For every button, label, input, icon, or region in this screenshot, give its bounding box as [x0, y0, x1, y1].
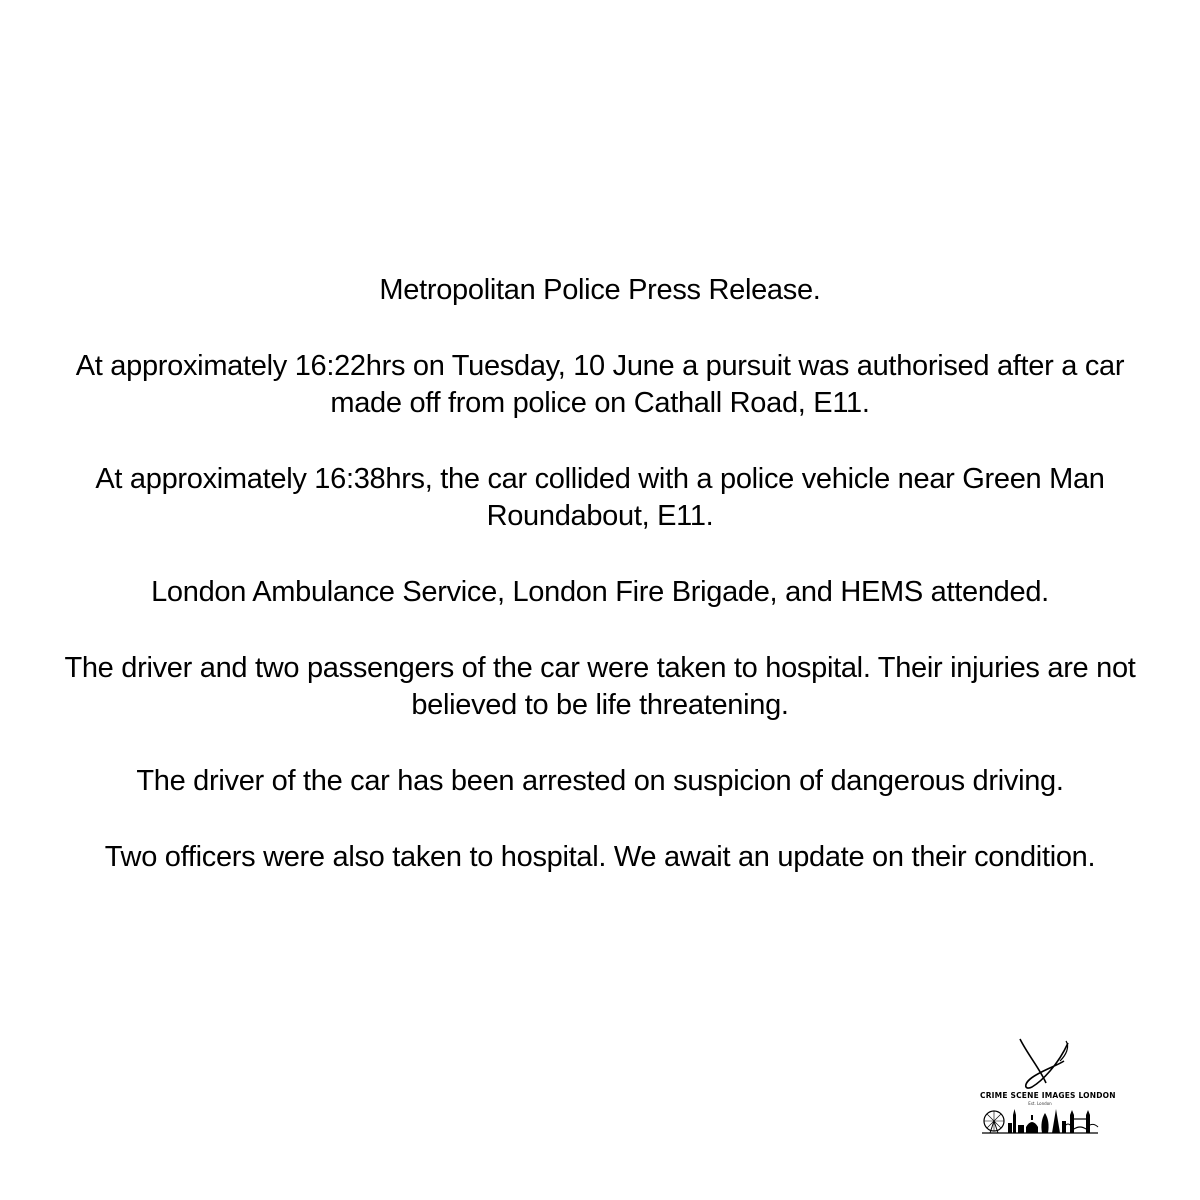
release-paragraph-injuries: The driver and two passengers of the car were taken to hospital. Their injuries are not believed to be life threatening.	[64, 652, 1136, 721]
release-paragraph-pursuit: At approximately 16:22hrs on Tuesday, 10 June a pursuit was authorised after a car made off from police on Cathall Road, E11.	[75, 350, 1125, 419]
london-skyline-icon	[980, 1105, 1100, 1135]
release-paragraph-collision: At approximately 16:38hrs, the car collided with a police vehicle near Green Man Roundabout, E11.	[95, 463, 1105, 532]
release-paragraph-officers: Two officers were also taken to hospital. We await an update on their condition.	[104, 841, 1096, 873]
release-paragraph-arrest: The driver of the car has been arrested on suspicion of dangerous driving.	[136, 765, 1064, 797]
release-title: Metropolitan Police Press Release.	[379, 274, 821, 306]
logo-tagline: Est. London	[1028, 1101, 1052, 1106]
release-paragraph-services: London Ambulance Service, London Fire Brigade, and HEMS attended.	[151, 576, 1049, 608]
logo-name: CRIME SCENE IMAGES LONDON	[980, 1091, 1116, 1100]
crime-scene-images-logo	[980, 1035, 1116, 1135]
press-release	[60, 272, 1140, 915]
